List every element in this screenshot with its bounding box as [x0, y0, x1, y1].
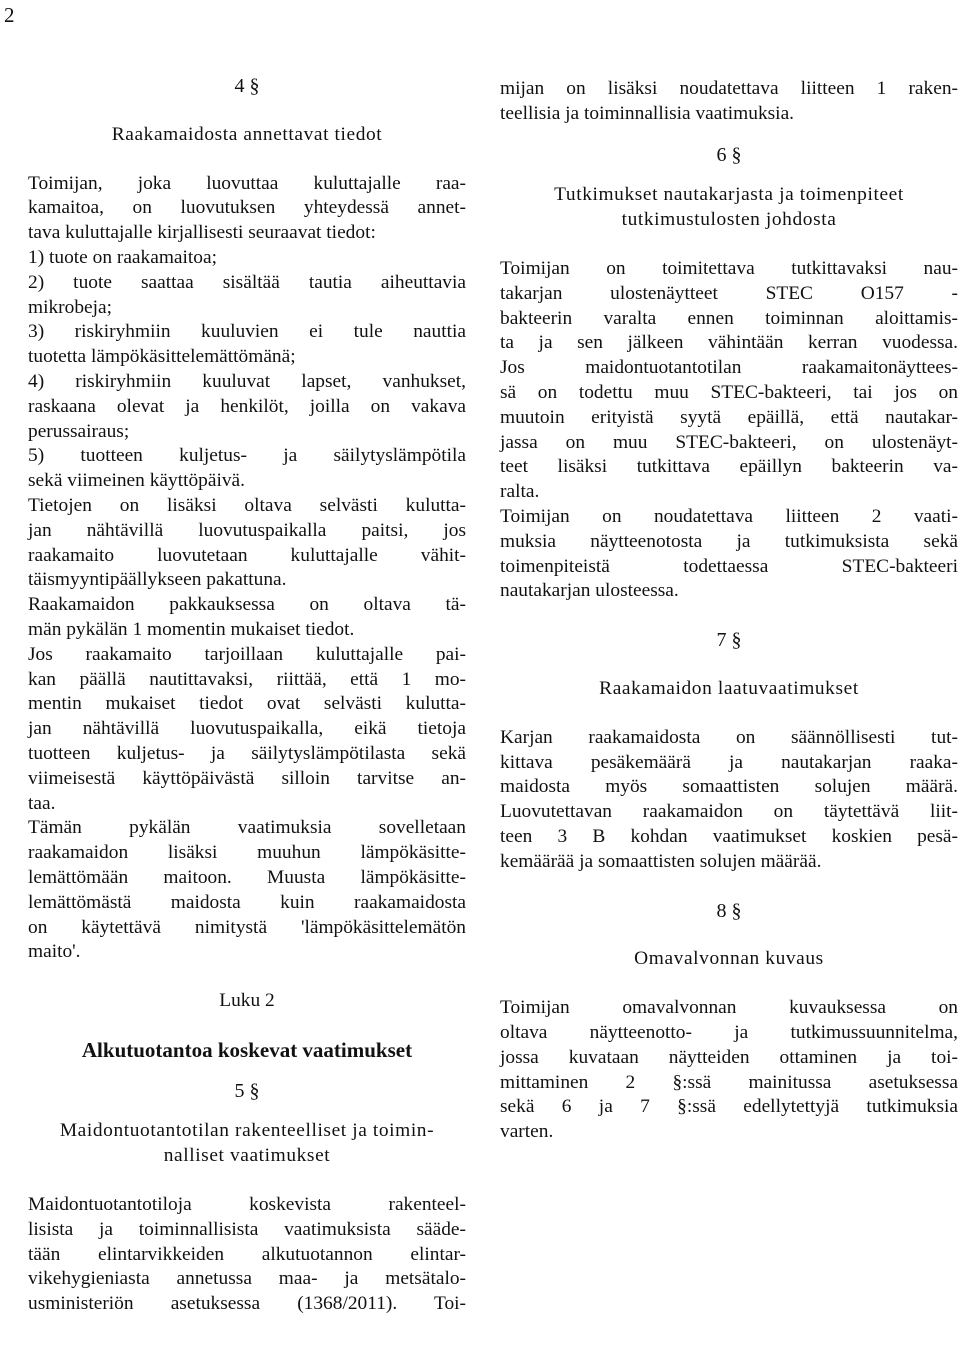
section-4-number: 4 §: [234, 75, 260, 97]
section-5-title-line1: Maidontuotantotilan rakenteelliset ja toimin-: [59, 1120, 435, 1142]
s8-line: oltava näytteenotto- ja tutkimussuunnitelma,: [500, 1021, 958, 1043]
s6-line: takarjan ulostenäytteet STEC O157 -: [500, 282, 958, 304]
s4-line: 3) riskiryhmiin kuuluvien ei tule nauttia: [28, 321, 466, 343]
s4-line: jan nähtävillä luovutuspaikalla paitsi, jos: [28, 519, 466, 541]
s8-line: mittaminen 2 §:ssä mainitussa asetuksessa: [500, 1071, 958, 1093]
s7-line: maidosta myös somaattisten solujen määrä.: [500, 776, 958, 798]
section-4-body: [28, 172, 466, 966]
s7-line: teen 3 B kohdan vaatimukset koskien pesä-: [500, 825, 958, 847]
section-5-number: 5 §: [234, 1079, 260, 1102]
section-8-title: Omavalvonnan kuvaus: [634, 948, 824, 970]
chapter-label: Luku 2: [219, 990, 275, 1012]
s4-line: kamaitoa, on luovutuksen yhteydessä annet-: [28, 197, 466, 219]
s6-line: ta ja sen jälkeen vähintään kerran vuodessa.: [500, 332, 958, 354]
s8-line: varten.: [500, 1121, 554, 1143]
s7-line: kemäärää ja somaattisten solujen määrää.: [500, 850, 822, 872]
s6-line: sä on todettu muu STEC-bakteeri, tai jos on: [500, 381, 958, 403]
s4-line: perussairaus;: [28, 420, 130, 442]
s4-line: mikrobeja;: [28, 296, 113, 318]
s8-line: sekä 6 ja 7 §:ssä edellytettyjä tutkimuksia: [500, 1096, 958, 1118]
section-8-body: [500, 996, 958, 1145]
s4-line: Tämän pykälän vaatimuksia sovelletaan: [28, 817, 466, 839]
s6-line: muutoin erityistä syytä epäillä, että nautakar-: [500, 406, 958, 428]
s4-line: Tietojen on lisäksi oltava selvästi kulutta-: [28, 494, 466, 516]
section-6-title-line1: Tutkimukset nautakarjasta ja toimenpiteet: [554, 184, 904, 206]
s7-line: kittava pesäkemäärä ja nautakarjan raaka-: [500, 751, 958, 773]
chapter-title: Alkutuotantoa koskevat vaatimukset: [81, 1037, 413, 1062]
s4-line: kan päällä nautittavaksi, riittää, että 1 mo-: [28, 668, 466, 690]
right-column: [500, 77, 958, 1145]
section-5-title-line2: nalliset vaatimukset: [163, 1145, 331, 1167]
intro-line: teellisia ja toiminnallisia vaatimuksia.: [500, 102, 795, 124]
s4-line: jan nähtävillä luovutuspaikalla, eikä tietoja: [28, 718, 466, 740]
s8-line: Toimijan omavalvonnan kuvauksessa on: [500, 997, 958, 1019]
s4-line: raskaana olevat ja henkilöt, joilla on vakava: [28, 395, 466, 417]
s6-line: ralta.: [500, 481, 540, 503]
s4-line: män pykälän 1 momentin mukaiset tiedot.: [28, 618, 355, 640]
s4-line: Raakamaidon pakkauksessa on oltava tä-: [28, 594, 466, 616]
s5-line: lisista ja toiminnallisista vaatimuksista sääde-: [28, 1218, 466, 1240]
s4-line: 2) tuote saattaa sisältää tautia aiheuttavia: [28, 271, 466, 293]
s4-line: on käytettävä nimitystä 'lämpökäsittelemätön: [28, 916, 466, 938]
s7-line: Karjan raakamaidosta on säännöllisesti tut-: [500, 726, 958, 748]
s4-line: lemättömään maitoon. Muusta lämpökäsitte-: [28, 866, 466, 888]
s6-line: muksia näytteenotosta ja tutkimuksista sekä: [500, 530, 958, 552]
section-6-title-line2: tutkimustulosten johdosta: [621, 209, 837, 231]
s5-line: Maidontuotantotiloja koskevista rakenteel-: [28, 1194, 466, 1216]
s6-line: toimenpiteistä todettaessa STEC-bakteeri: [500, 555, 958, 577]
s4-line: sekä viimeinen käyttöpäivä.: [28, 470, 245, 492]
section-7-title: Raakamaidon laatuvaatimukset: [599, 677, 859, 699]
s8-line: jossa kuvataan näytteiden ottaminen ja toi-: [500, 1046, 958, 1068]
s5-line: usministeriön asetuksessa (1368/2011). Toi-: [28, 1293, 466, 1315]
s4-line: lemättömästä maidosta kuin raakamaidosta: [28, 891, 466, 913]
section-6-body: [500, 257, 958, 604]
s4-line: viimeisestä käyttöpäivästä silloin tarvitse an-: [28, 767, 466, 789]
s4-line: taa.: [28, 792, 56, 814]
s5-line: vikehygieniasta annetussa maa- ja metsätalo-: [28, 1268, 466, 1290]
s4-line: täismyyntipäällykseen pakattuna.: [28, 569, 287, 591]
section-6-number: 6 §: [716, 143, 742, 166]
section-8-number: 8 §: [716, 899, 742, 922]
s4-line: raakamaito luovutetaan kuluttajalle vähit-: [28, 544, 466, 566]
s6-line: teet lisäksi tutkittava epäillyn bakteerin va-: [500, 456, 958, 478]
s6-line: Toimijan on noudatettava liitteen 2 vaati-: [500, 505, 958, 527]
s4-line: tava kuluttajalle kirjallisesti seuraavat tiedot:: [28, 222, 376, 244]
s4-line: Jos raakamaito tarjoillaan kuluttajalle pai-: [28, 643, 466, 665]
s4-line: maito'.: [28, 941, 81, 963]
intro-line: mijan on lisäksi noudatettava liitteen 1 raken-: [500, 78, 958, 99]
section-5-body: [28, 1193, 466, 1317]
section-7-number: 7 §: [716, 629, 742, 652]
s4-line: tuotteen kuljetus- ja säilytyslämpötilasta sekä: [28, 742, 466, 764]
left-column: [28, 74, 466, 1317]
s6-line: nautakarjan ulosteessa.: [500, 580, 679, 602]
s4-line: Toimijan, joka luovuttaa kuluttajalle raa-: [28, 172, 466, 194]
section-7-body: [500, 726, 958, 875]
s4-line: 4) riskiryhmiin kuuluvat lapset, vanhukset,: [28, 370, 466, 392]
s6-line: jassa on muu STEC-bakteeri, on ulostenäyt-: [500, 431, 958, 453]
s4-line: mentin mukaiset tiedot ovat selvästi kulutta-: [28, 693, 466, 715]
s6-line: Jos maidontuotantotilan raakamaitonäyttees-: [500, 357, 958, 379]
s5-line: tään elintarvikkeiden alkutuotannon elintar-: [28, 1243, 466, 1265]
page-number: 2: [4, 3, 15, 27]
s4-line: raakamaidon lisäksi muuhun lämpökäsitte-: [28, 842, 466, 864]
section-4-title: Raakamaidosta annettavat tiedot: [111, 123, 383, 145]
s6-line: bakteerin varalta ennen toiminnan aloittamis-: [500, 307, 958, 329]
s7-line: Luovutettavan raakamaidon on täytettävä liit-: [500, 801, 958, 823]
s4-line: tuotetta lämpökäsittelemättömänä;: [28, 346, 296, 368]
s6-line: Toimijan on toimitettava tutkittavaksi nau-: [500, 257, 958, 279]
s4-line: 1) tuote on raakamaitoa;: [28, 246, 217, 268]
s4-line: 5) tuotteen kuljetus- ja säilytyslämpötila: [28, 445, 466, 467]
